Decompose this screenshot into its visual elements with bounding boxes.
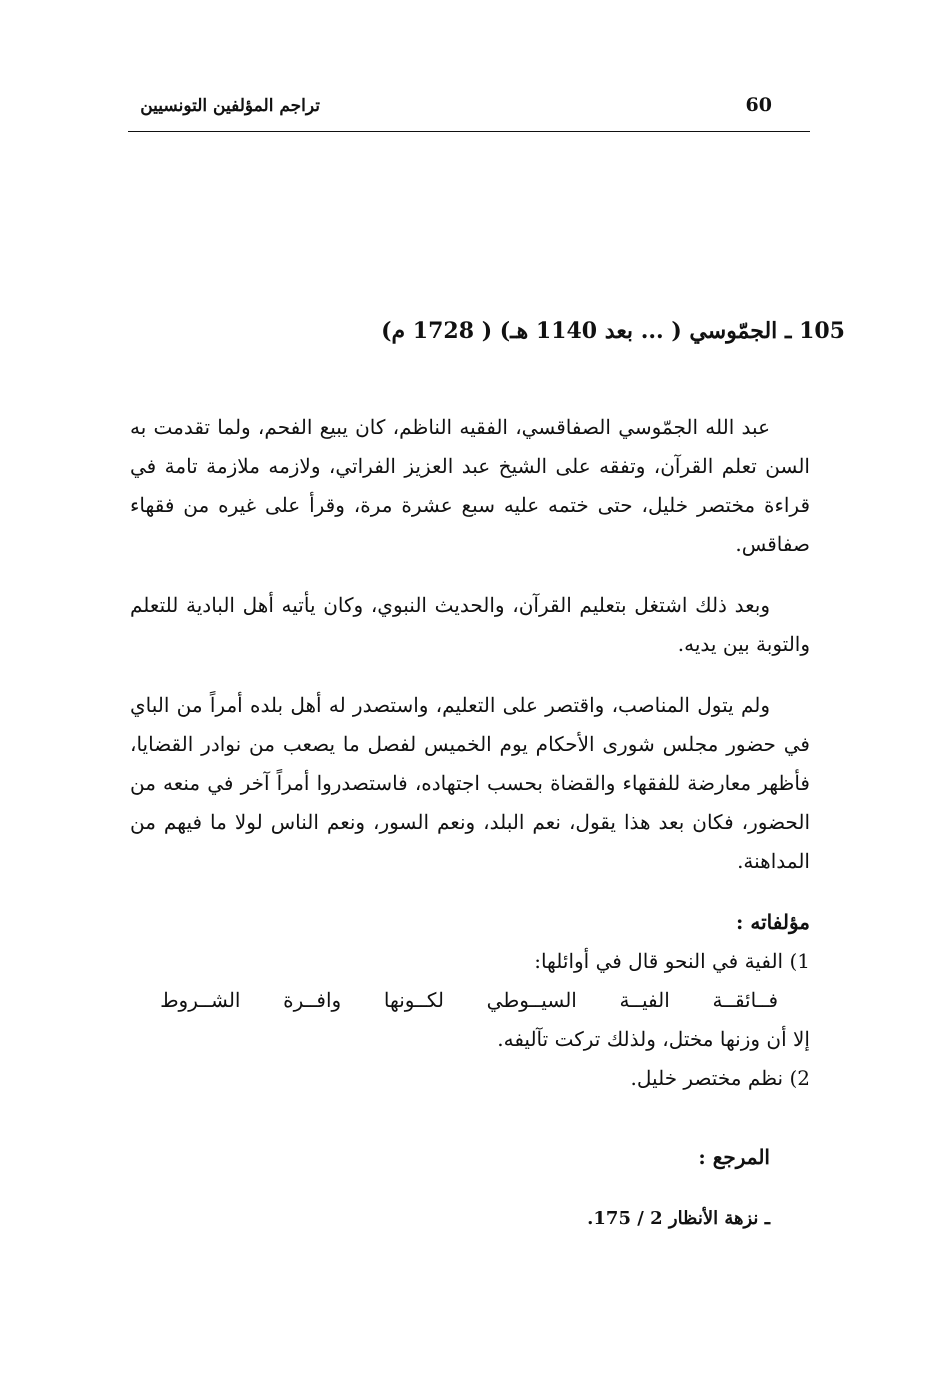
works-item-2: 2) نظم مختصر خليل. xyxy=(630,1066,810,1090)
works-section xyxy=(130,903,810,1098)
page-number: 60 xyxy=(745,94,772,116)
verse-word: لكــونها xyxy=(383,988,444,1012)
verse-line xyxy=(130,981,810,1020)
references-title: المرجع : xyxy=(698,1145,770,1169)
verse-word: الشــروط xyxy=(160,988,241,1012)
works-title: مؤلفاته : xyxy=(736,910,810,934)
entry-body xyxy=(130,408,810,1260)
verse-word: الفيــة xyxy=(619,988,670,1012)
page-header xyxy=(128,92,808,126)
verse-word: السيــوطي xyxy=(486,988,577,1012)
works-item-1-note: إلا أن وزنها مختل، ولذلك تركت تآليفه. xyxy=(497,1027,810,1051)
paragraph-2: وبعد ذلك اشتغل بتعليم القرآن، والحديث النبوي، وكان يأتيه أهل البادية للتعلم والتوبة بين يديه. xyxy=(130,593,810,656)
paragraph-3: ولم يتول المناصب، واقتصر على التعليم، واستصدر له أهل بلده أمراً من الباي في حضور مجلس شورى الأحكام يوم الخميس لفصل ما يصعب من نوادر القضايا، فأظهر معارضة للفقهاء والقضاة بحسب اجتهاده، فاستصدروا أمراً آخر في منعه من الحضور، فكان بعد هذا يقول، نعم البلد، ونعم السور، ونعم الناس لولا ما فيهم من المداهنة. xyxy=(130,693,810,873)
verse-word: وافــرة xyxy=(283,988,342,1012)
works-item-1: 1) الفية في النحو قال في أوائلها: xyxy=(534,949,810,973)
reference-item: ـ نزهة الأنظار 2 / 175. xyxy=(587,1208,770,1229)
references-section xyxy=(130,1138,810,1238)
running-title: تراجم المؤلفين التونسيين xyxy=(140,96,320,116)
header-rule xyxy=(128,131,810,132)
entry-heading: 105 ـ الجمّوسي ( ... بعد 1140 هـ) ( 1728 م) xyxy=(381,318,845,344)
paragraph-1: عبد الله الجمّوسي الصفاقسي، الفقيه الناظم، كان يبيع الفحم، ولما تقدمت به السن تعلم القرآن، وتفقه على الشيخ عبد العزيز الفراتي، ولازمه ملازمة تامة في قراءة مختصر خليل، حتى ختمه عليه سبع عشرة مرة، وقرأ على غيره من فقهاء صفاقس. xyxy=(130,415,811,556)
verse-word: فــائقــة xyxy=(712,988,778,1012)
